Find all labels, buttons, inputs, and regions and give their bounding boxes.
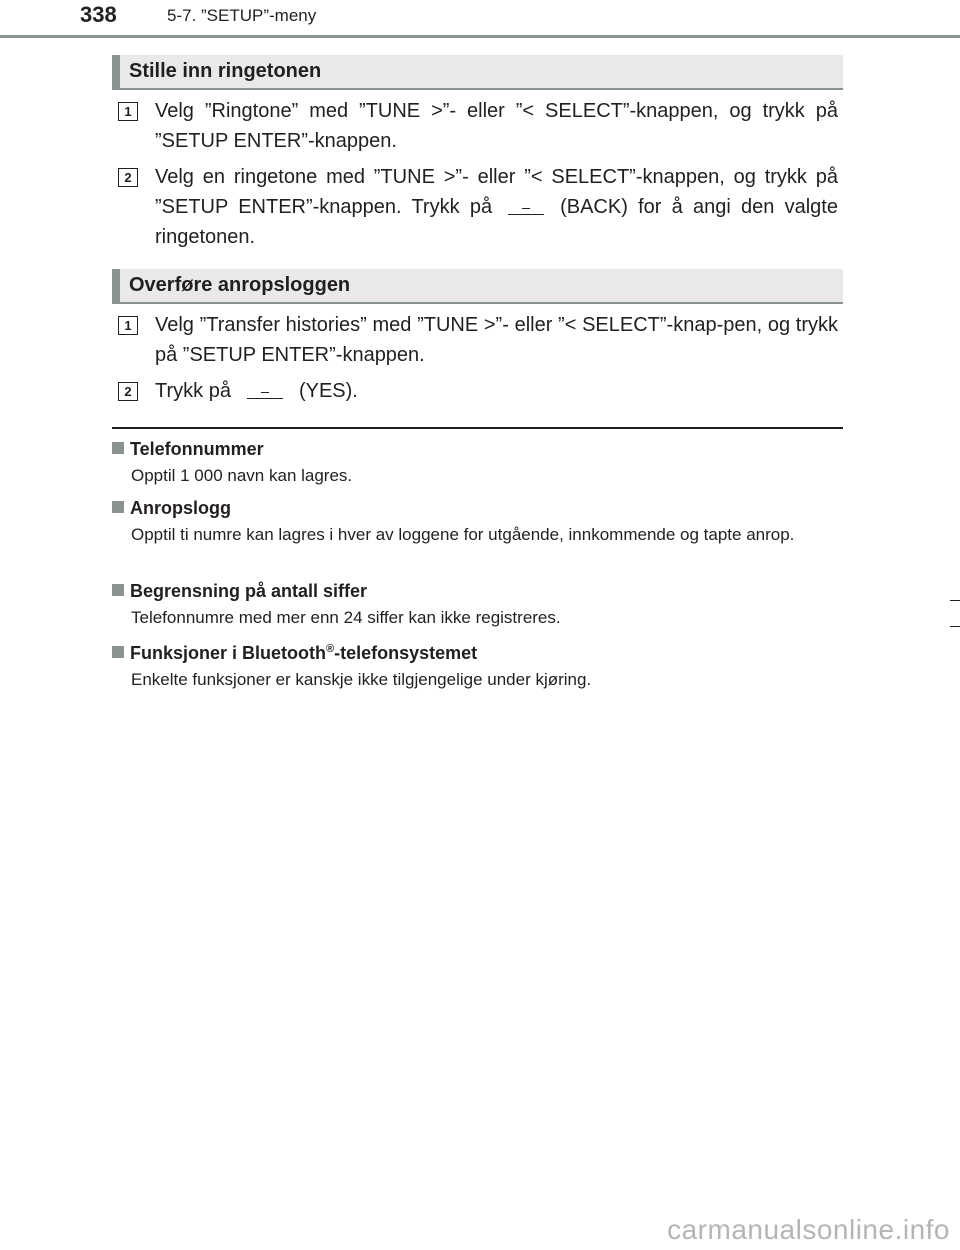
square-bullet-icon <box>112 646 124 658</box>
step-text-part: Trykk på <box>155 380 231 402</box>
note-body: Telefonnumre med mer enn 24 siffer kan ikke registreres. <box>131 608 561 627</box>
step-text <box>155 162 838 252</box>
note-title-text: Telefonnummer <box>130 439 264 459</box>
step-item <box>118 96 838 156</box>
step-number: 1 <box>118 316 138 335</box>
watermark: carmanualsonline.info <box>667 1214 950 1245</box>
breadcrumb: 5-7. ”SETUP”-meny <box>167 6 317 25</box>
square-bullet-icon <box>112 501 124 513</box>
yes-button-icon <box>247 386 283 399</box>
step-text: Velg ”Ringtone” med ”TUNE >”- eller ”< SELECT”-knappen, og trykk på ”SETUP ENTER”-knappen. <box>155 100 838 152</box>
note-title-text: Funksjoner i Bluetooth <box>130 643 326 663</box>
step-text: Velg ”Transfer histories” med ”TUNE >”- eller ”< SELECT”-knap-pen, og trykk på ”SETUP ENTER”-knappen. <box>155 314 838 366</box>
step-number: 2 <box>118 168 138 187</box>
note-item <box>112 497 842 546</box>
step-text-part: Velg en ringetone med ”TUNE >”- eller ”< SELECT”-knappen, og trykk på ”SETUP ENTER”-knappen. Trykk på <box>155 166 838 218</box>
step-item <box>118 310 838 370</box>
page-header <box>0 0 960 40</box>
note-title <box>112 438 842 460</box>
note-body: Opptil ti numre kan lagres i hver av loggene for utgående, innkommende og tapte anrop. <box>131 525 795 544</box>
step-text-part: (YES). <box>298 380 358 402</box>
step-item <box>118 162 838 252</box>
section-divider <box>112 427 843 429</box>
note-item <box>112 438 842 487</box>
note-title-text: Begrensning på antall siffer <box>130 581 368 601</box>
step-number: 2 <box>118 382 138 401</box>
back-button-icon <box>508 202 544 215</box>
note-title <box>112 580 842 602</box>
note-body: Enkelte funksjoner er kanskje ikke tilgjengelige under kjøring. <box>131 670 592 689</box>
note-title-text: -telefonsystemet <box>334 643 478 663</box>
note-title <box>112 638 842 664</box>
section-title: Overføre anropsloggen <box>129 274 351 296</box>
step-text <box>155 376 838 406</box>
section-bar <box>112 269 120 302</box>
note-title <box>112 497 842 519</box>
step-number: 1 <box>118 102 138 121</box>
square-bullet-icon <box>112 584 124 596</box>
note-body: Opptil 1 000 navn kan lagres. <box>131 466 353 485</box>
crop-mark <box>950 626 960 627</box>
step-text-part: (BACK) for å angi den valgte ringetonen. <box>155 196 838 248</box>
step-item <box>118 376 838 406</box>
square-bullet-icon <box>112 442 124 454</box>
section-bar <box>112 55 120 88</box>
section-title: Stille inn ringetonen <box>129 60 322 82</box>
header-rule <box>0 35 960 38</box>
note-title-text: Anropslogg <box>130 498 231 518</box>
section-heading-call-log <box>112 269 843 304</box>
registered-mark: ® <box>326 643 335 655</box>
section-heading-ringtone <box>112 55 843 90</box>
note-item <box>112 638 842 691</box>
crop-mark <box>950 600 960 601</box>
note-item <box>112 580 842 629</box>
page-number: 338 <box>80 2 117 27</box>
